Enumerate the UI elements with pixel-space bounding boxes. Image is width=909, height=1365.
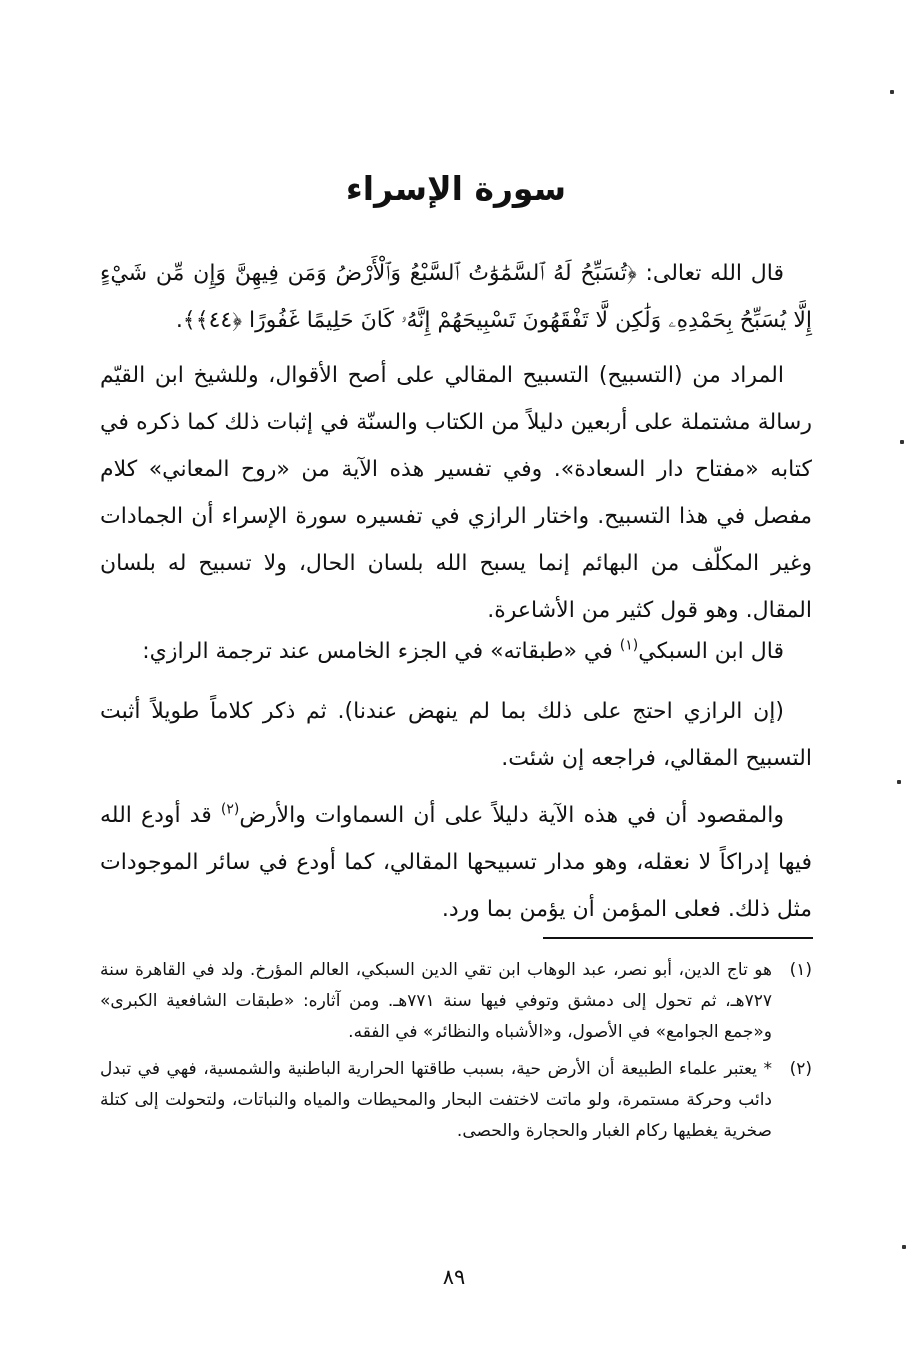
paragraph-2-text-start: قال ابن السبكي xyxy=(638,639,784,664)
scan-speck xyxy=(902,1245,906,1249)
scan-speck xyxy=(897,780,901,784)
page-number: ٨٩ xyxy=(442,1265,466,1289)
footnote-1-text: هو تاج الدين، أبو نصر، عبد الوهاب ابن تقي الدين السبكي، العالم المؤرخ. ولد في القاهرة سنة ٧٢٧هـ، ثم تحول إلى دمشق وتوفي فيها سنة ٧٧١هـ. ومن آثاره: «طبقات الشافعية الكبرى» و«جمع الجوامع» في الأصول، و«الأشباه والنظائر» في الفقه. xyxy=(100,960,772,1042)
surah-title: سورة الإسراء xyxy=(345,169,567,208)
verse-paragraph: قال الله تعالى: ﴿تُسَبِّحُ لَهُ ٱلسَّمَٰوَٰتُ ٱلسَّبْعُ وَٱلْأَرْضُ وَمَن فِيهِنَّ وَإِن مِّن شَيْءٍ إِلَّا يُسَبِّحُ بِحَمْدِهِۦ وَلَٰكِن لَّا تَفْقَهُونَ تَسْبِيحَهُمْ إِنَّهُۥ كَانَ حَلِيمًا غَفُورًا ﴿٤٤﴾﴾. xyxy=(100,261,812,333)
commentary-paragraph-2 xyxy=(100,628,812,675)
footnote-2 xyxy=(100,1054,812,1147)
footnote-divider xyxy=(543,937,813,939)
paragraph-4-text-end: قد أودع الله فيها إدراكاً لا نعقله، وهو مدار تسبيحها المقالي، كما أودع في سائر الموجودات مثل ذلك. فعلى المؤمن أن يؤمن بما ورد. xyxy=(100,803,812,922)
commentary-paragraph-1: المراد من (التسبيح) التسبيح المقالي على أصح الأقوال، وللشيخ ابن القيّم رسالة مشتملة على أربعين دليلاً من الكتاب والسنّة في إثبات ذلك كما ذكره في كتابه «مفتاح دار السعادة». وفي تفسير هذه الآية من «روح المعاني» كلام مفصل في هذا التسبيح. واختار الرازي في تفسيره سورة الإسراء أن الجمادات وغير المكلّف من البهائم إنما يسبح الله بلسان الحال، ولا تسبيح له بلسان المقال. وهو قول كثير من الأشاعرة. xyxy=(100,363,812,623)
paragraph-2-text-end: في «طبقاته» في الجزء الخامس عند ترجمة الرازي: xyxy=(142,639,620,664)
footnote-1 xyxy=(100,955,812,1048)
scan-speck xyxy=(890,90,894,94)
commentary-paragraph-4 xyxy=(100,792,812,933)
paragraph-4-text-start: والمقصود أن في هذه الآية دليلاً على أن السماوات والأرض xyxy=(239,803,784,828)
footnote-2-number: (٢) xyxy=(789,1059,812,1079)
footnote-ref-2: (٢) xyxy=(220,801,240,818)
footnotes-section xyxy=(100,955,812,1153)
commentary-paragraph-3: (إن الرازي احتج على ذلك بما لم ينهض عندنا). ثم ذكر كلاماً طويلاً أثبت التسبيح المقالي، فراجعه إن شئت. xyxy=(100,699,812,771)
scan-speck xyxy=(900,440,904,444)
footnote-2-text: * يعتبر علماء الطبيعة أن الأرض حية، بسبب طاقتها الحرارية الباطنية والشمسية، فهي في تبدل دائب وحركة مستمرة، ولو ماتت لاختفت البحار والمحيطات والمياه والنباتات، ولتحولت إلى كتلة صخرية يغطيها ركام الغبار والحجارة والحصى. xyxy=(100,1059,772,1141)
footnote-ref-1: (١) xyxy=(619,637,639,654)
footnote-1-number: (١) xyxy=(789,960,812,980)
